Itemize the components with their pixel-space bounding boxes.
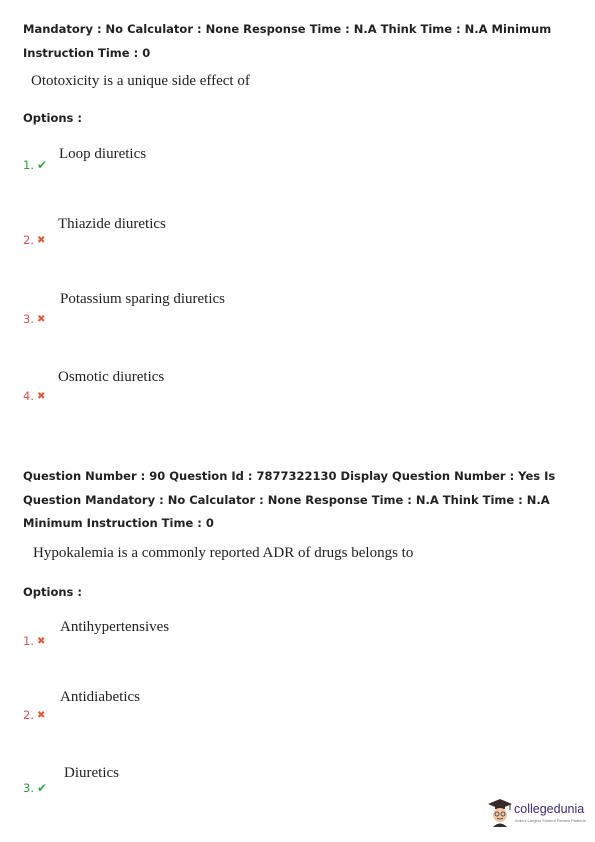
option-number-label: 3.	[23, 312, 34, 326]
options-label-89: Options :	[23, 111, 82, 125]
cross-icon: ✖	[36, 635, 46, 647]
option-number-3	[23, 312, 45, 326]
option-text: Thiazide diuretics	[58, 216, 166, 232]
collegedunia-logo	[487, 798, 591, 832]
option-number-label: 3.	[23, 781, 34, 795]
logo-tagline: India's Largest Student Review Platform	[515, 818, 587, 823]
option-number-4	[23, 389, 45, 403]
check-icon: ✔	[36, 158, 48, 172]
option-number-1	[23, 634, 45, 648]
options-label-90: Options :	[23, 585, 82, 599]
option-text: Antihypertensives	[60, 619, 170, 635]
question-text-90: Hypokalemia is a commonly reported ADR of drugs belongs to	[33, 545, 414, 561]
question-meta-90: Question Number : 90 Question Id : 7877322130 Display Question Number : Yes Is Question Mandatory : No Calculator : None Response Time : N.A Think Time : N.A Minimum Instruction Time : 0	[23, 469, 556, 530]
question-text-89: Ototoxicity is a unique side effect of	[31, 73, 250, 89]
option-number-label: 2.	[23, 233, 34, 247]
graduate-mascot-icon	[487, 798, 513, 828]
check-icon: ✔	[36, 781, 48, 795]
option-text: Osmotic diuretics	[58, 369, 165, 385]
option-text: Antidiabetics	[60, 689, 140, 705]
option-text: Loop diuretics	[59, 146, 147, 162]
cross-icon: ✖	[36, 234, 46, 246]
question-meta-89: Mandatory : No Calculator : None Response Time : N.A Think Time : N.A Minimum Instruction Time : 0	[23, 22, 552, 60]
cross-icon: ✖	[36, 709, 46, 721]
option-text: Diuretics	[64, 765, 119, 781]
cross-icon: ✖	[36, 313, 46, 325]
option-number-label: 4.	[23, 389, 34, 403]
option-number-3	[23, 781, 47, 795]
cross-icon: ✖	[36, 390, 46, 402]
option-number-1	[23, 158, 47, 172]
logo-wordmark: collegedunia	[514, 802, 585, 816]
option-number-2	[23, 708, 45, 722]
option-number-label: 1.	[23, 158, 34, 172]
option-text: Potassium sparing diuretics	[60, 291, 225, 307]
option-number-2	[23, 233, 45, 247]
option-number-label: 2.	[23, 708, 34, 722]
option-number-label: 1.	[23, 634, 34, 648]
